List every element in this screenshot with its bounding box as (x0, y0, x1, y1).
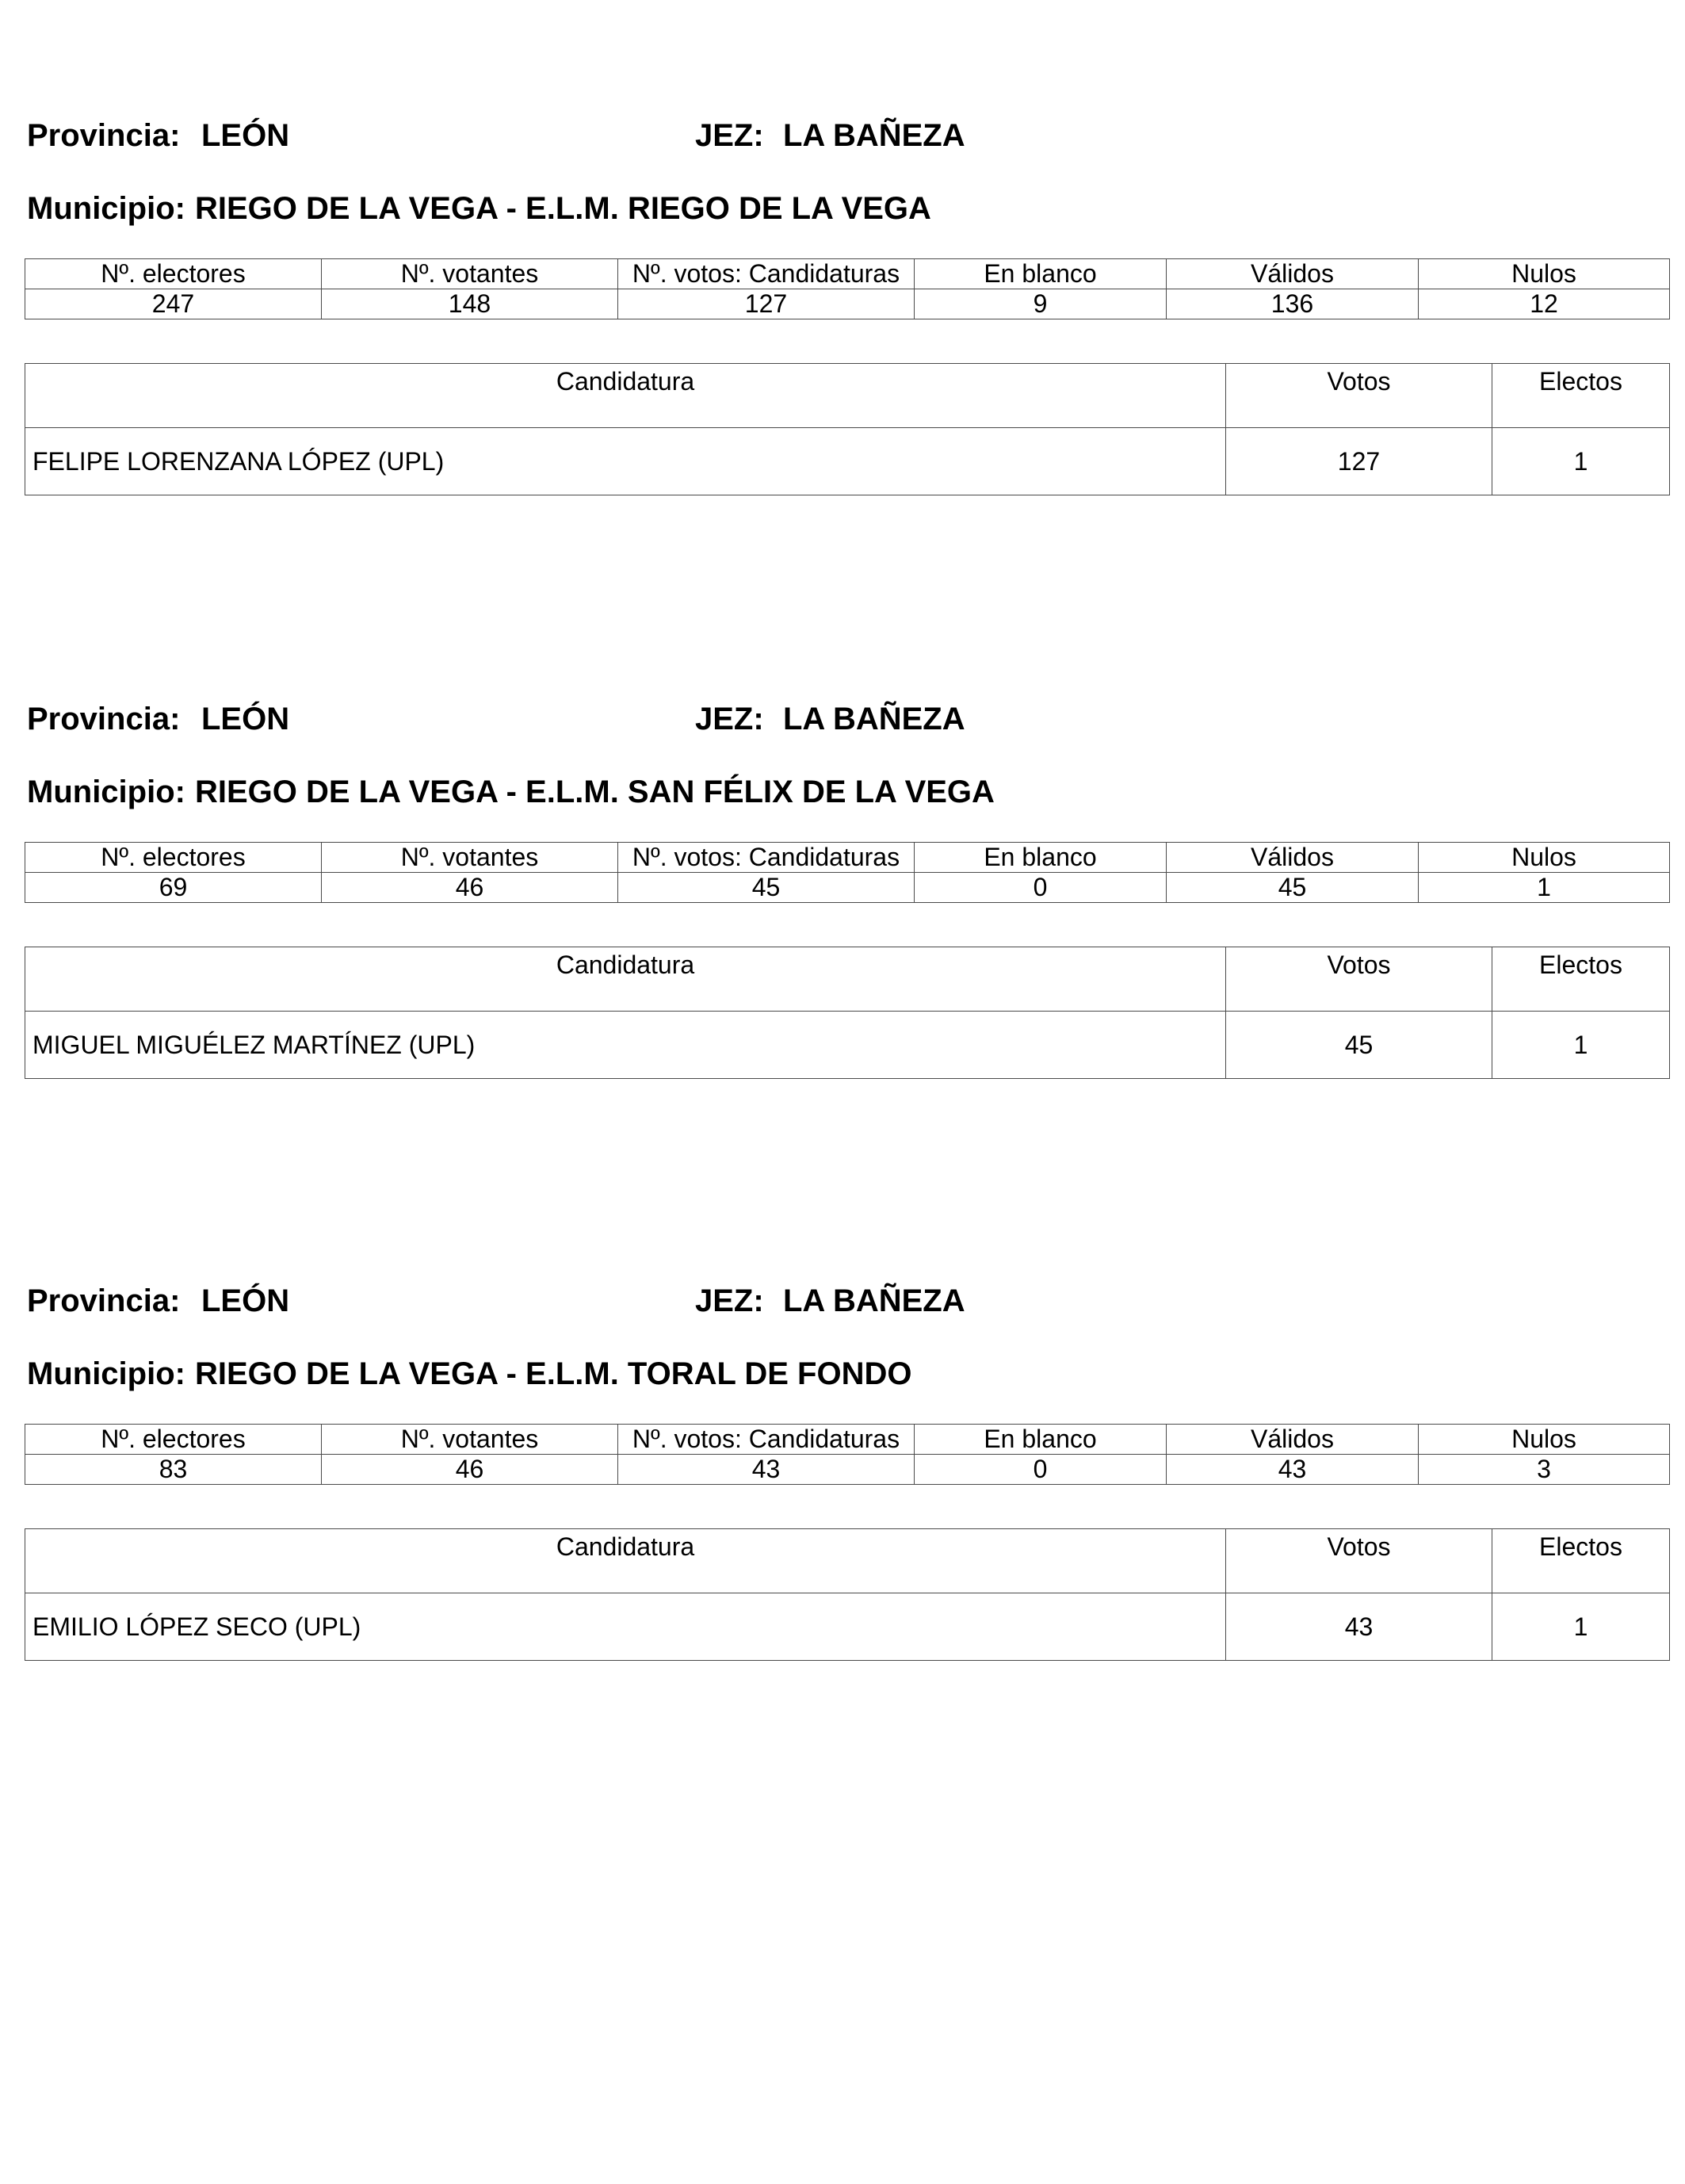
header-votos-candidaturas: Nº. votos: Candidaturas (618, 259, 915, 289)
province-line (27, 1281, 1660, 1321)
header-candidatura: Candidatura (25, 1529, 1226, 1593)
header-votantes: Nº. votantes (322, 843, 618, 873)
header-en-blanco: En blanco (915, 1425, 1167, 1455)
candidate-votos: 43 (1226, 1593, 1492, 1661)
value-votantes: 148 (322, 289, 618, 319)
header-electores: Nº. electores (25, 259, 322, 289)
candidate-electos: 1 (1492, 428, 1670, 495)
candidates-table (25, 363, 1670, 495)
value-votos-candidaturas: 43 (618, 1455, 915, 1485)
result-section-1 (25, 116, 1669, 476)
value-en-blanco: 0 (915, 873, 1167, 903)
province-line (27, 116, 1660, 155)
jez-label: JEZ: (695, 118, 764, 153)
municipio-label: Municipio: (27, 191, 185, 226)
stats-table (25, 258, 1670, 319)
municipio-value: RIEGO DE LA VEGA - E.L.M. SAN FÉLIX DE LA VEGA (194, 775, 995, 809)
value-nulos: 3 (1419, 1455, 1670, 1485)
stats-table (25, 1424, 1670, 1485)
value-nulos: 12 (1419, 289, 1670, 319)
stats-value-row (25, 289, 1670, 319)
header-nulos: Nulos (1419, 259, 1670, 289)
header-votos: Votos (1226, 947, 1492, 1012)
value-electores: 83 (25, 1455, 322, 1485)
municipio-label: Municipio: (27, 775, 185, 809)
candidate-name: FELIPE LORENZANA LÓPEZ (UPL) (25, 428, 1226, 495)
candidate-name: MIGUEL MIGUÉLEZ MARTÍNEZ (UPL) (25, 1012, 1226, 1079)
value-votantes: 46 (322, 1455, 618, 1485)
candidates-header-row (25, 947, 1670, 1012)
value-validos: 136 (1167, 289, 1419, 319)
municipio-line (27, 1354, 1660, 1394)
header-candidatura: Candidatura (25, 947, 1226, 1012)
result-section-3 (25, 1281, 1669, 1641)
candidates-header-row (25, 364, 1670, 428)
candidate-votos: 127 (1226, 428, 1492, 495)
header-nulos: Nulos (1419, 843, 1670, 873)
provincia-value: LEÓN (201, 702, 290, 736)
value-validos: 43 (1167, 1455, 1419, 1485)
header-electos: Electos (1492, 364, 1670, 428)
jez-value: LA BAÑEZA (783, 702, 965, 736)
header-electores: Nº. electores (25, 1425, 322, 1455)
header-nulos: Nulos (1419, 1425, 1670, 1455)
header-electos: Electos (1492, 947, 1670, 1012)
provincia-label: Provincia: (27, 118, 181, 153)
candidates-table (25, 1528, 1670, 1661)
header-votos: Votos (1226, 1529, 1492, 1593)
municipio-line (27, 772, 1660, 812)
jez-value: LA BAÑEZA (783, 1283, 965, 1318)
value-nulos: 1 (1419, 873, 1670, 903)
value-votos-candidaturas: 45 (618, 873, 915, 903)
municipio-value: RIEGO DE LA VEGA - E.L.M. RIEGO DE LA VEGA (194, 191, 931, 226)
municipio-label: Municipio: (27, 1356, 185, 1391)
candidate-row (25, 428, 1670, 495)
municipio-line (27, 189, 1660, 228)
province-line (27, 699, 1660, 739)
header-validos: Válidos (1167, 259, 1419, 289)
provincia-value: LEÓN (201, 1283, 290, 1318)
candidate-electos: 1 (1492, 1012, 1670, 1079)
value-electores: 69 (25, 873, 322, 903)
header-votos-candidaturas: Nº. votos: Candidaturas (618, 843, 915, 873)
value-en-blanco: 0 (915, 1455, 1167, 1485)
candidate-name: EMILIO LÓPEZ SECO (UPL) (25, 1593, 1226, 1661)
header-en-blanco: En blanco (915, 259, 1167, 289)
provincia-label: Provincia: (27, 702, 181, 736)
candidates-header-row (25, 1529, 1670, 1593)
candidate-electos: 1 (1492, 1593, 1670, 1661)
header-votos: Votos (1226, 364, 1492, 428)
municipio-value: RIEGO DE LA VEGA - E.L.M. TORAL DE FONDO (194, 1356, 912, 1391)
header-electores: Nº. electores (25, 843, 322, 873)
stats-value-row (25, 873, 1670, 903)
candidate-votos: 45 (1226, 1012, 1492, 1079)
value-votos-candidaturas: 127 (618, 289, 915, 319)
value-en-blanco: 9 (915, 289, 1167, 319)
stats-table (25, 842, 1670, 903)
jez-label: JEZ: (695, 1283, 764, 1318)
result-section-2 (25, 699, 1669, 1059)
value-votantes: 46 (322, 873, 618, 903)
candidates-table (25, 947, 1670, 1079)
header-en-blanco: En blanco (915, 843, 1167, 873)
jez-value: LA BAÑEZA (783, 118, 965, 153)
header-validos: Válidos (1167, 843, 1419, 873)
value-validos: 45 (1167, 873, 1419, 903)
stats-header-row (25, 1425, 1670, 1455)
provincia-value: LEÓN (201, 118, 290, 153)
stats-value-row (25, 1455, 1670, 1485)
header-votantes: Nº. votantes (322, 1425, 618, 1455)
stats-header-row (25, 259, 1670, 289)
value-electores: 247 (25, 289, 322, 319)
header-electos: Electos (1492, 1529, 1670, 1593)
candidate-row (25, 1012, 1670, 1079)
candidate-row (25, 1593, 1670, 1661)
stats-header-row (25, 843, 1670, 873)
provincia-label: Provincia: (27, 1283, 181, 1318)
jez-label: JEZ: (695, 702, 764, 736)
header-votantes: Nº. votantes (322, 259, 618, 289)
header-validos: Válidos (1167, 1425, 1419, 1455)
header-candidatura: Candidatura (25, 364, 1226, 428)
header-votos-candidaturas: Nº. votos: Candidaturas (618, 1425, 915, 1455)
